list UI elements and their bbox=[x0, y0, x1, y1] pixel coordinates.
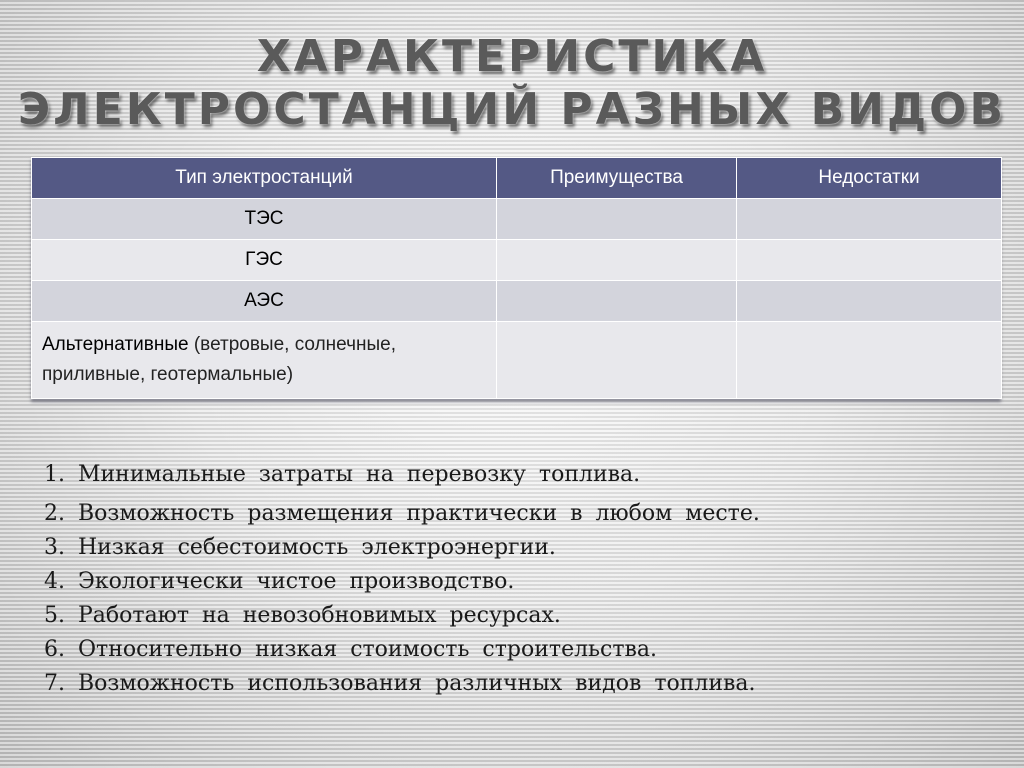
cell-disadvantages bbox=[737, 322, 1002, 399]
table-row bbox=[32, 322, 1002, 399]
table-header-row bbox=[32, 158, 1002, 199]
characteristics-list bbox=[44, 458, 1004, 701]
header-advantages: Преимущества bbox=[497, 158, 737, 199]
table-row bbox=[32, 240, 1002, 281]
alternative-label: Альтернативные bbox=[42, 334, 189, 355]
list-item: 5. Работают на невозобновимых ресурсах. bbox=[44, 603, 561, 628]
cell-advantages bbox=[497, 322, 737, 399]
cell-disadvantages bbox=[737, 281, 1002, 322]
power-plants-table bbox=[31, 157, 1002, 399]
header-type: Тип электростанций bbox=[32, 158, 497, 199]
header-disadvantages: Недостатки bbox=[737, 158, 1002, 199]
table-row bbox=[32, 281, 1002, 322]
cell-advantages bbox=[497, 281, 737, 322]
slide-title bbox=[0, 30, 1024, 136]
power-plants-table-container bbox=[31, 157, 1001, 399]
cell-type-tes: ТЭС bbox=[32, 199, 497, 240]
list-item: 1. Минимальные затраты на перевозку топлива. bbox=[44, 462, 641, 487]
cell-advantages bbox=[497, 199, 737, 240]
cell-type-alternative bbox=[32, 322, 497, 399]
title-line-2: ЭЛЕКТРОСТАНЦИЙ РАЗНЫХ ВИДОВ bbox=[17, 84, 1007, 135]
table-row bbox=[32, 199, 1002, 240]
title-line-1: ХАРАКТЕРИСТИКА bbox=[256, 31, 768, 82]
cell-advantages bbox=[497, 240, 737, 281]
cell-disadvantages bbox=[737, 199, 1002, 240]
list-item: 7. Возможность использования различных видов топлива. bbox=[44, 671, 756, 696]
list-item: 6. Относительно низкая стоимость строительства. bbox=[44, 637, 658, 662]
alternative-detail: (ветровые, солнечные, приливные, геотермальные) bbox=[42, 334, 396, 385]
cell-type-aes: АЭС bbox=[32, 281, 497, 322]
list-item: 3. Низкая себестоимость электроэнергии. bbox=[44, 535, 556, 560]
cell-type-ges: ГЭС bbox=[32, 240, 497, 281]
list-item: 2. Возможность размещения практически в любом месте. bbox=[44, 501, 760, 526]
list-item: 4. Экологически чистое производство. bbox=[44, 569, 515, 594]
cell-disadvantages bbox=[737, 240, 1002, 281]
